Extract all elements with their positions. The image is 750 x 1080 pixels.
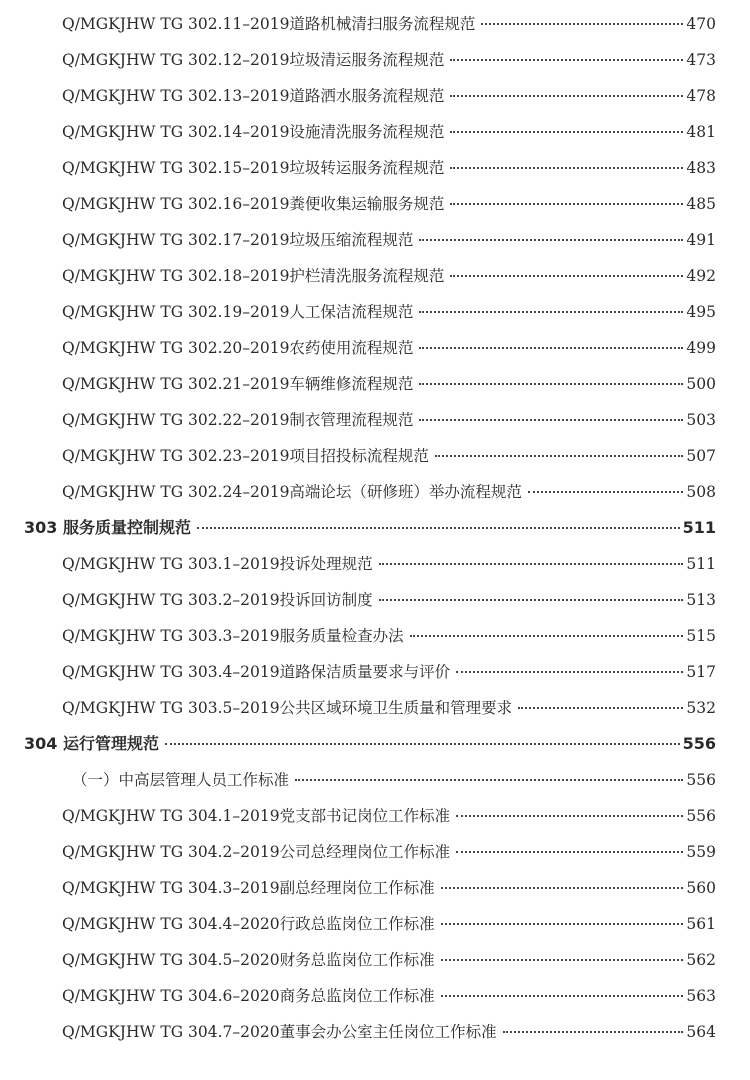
- toc-dot-leader: [503, 1031, 684, 1033]
- toc-entry-page: 515: [686, 627, 716, 645]
- toc-entry-page: 556: [686, 771, 716, 789]
- toc-dot-leader: [419, 239, 683, 241]
- toc-entry-title: Q/MGKJHW TG 302.17–2019垃圾压缩流程规范: [62, 231, 414, 249]
- toc-entry-page: 492: [686, 267, 716, 285]
- toc-entry-page: 513: [686, 591, 716, 609]
- toc-entry-page: 556: [682, 734, 716, 753]
- toc-entry: [0, 906, 750, 942]
- toc-dot-leader: [518, 707, 683, 709]
- toc-dot-leader: [410, 635, 684, 637]
- toc-entry-page: 473: [686, 51, 716, 69]
- toc-dot-leader: [450, 203, 683, 205]
- toc-entry-title: Q/MGKJHW TG 303.4–2019道路保洁质量要求与评价: [62, 663, 451, 681]
- toc-entry-title: Q/MGKJHW TG 303.1–2019投诉处理规范: [62, 555, 373, 573]
- toc-dot-leader: [456, 815, 683, 817]
- toc-dot-leader: [441, 887, 684, 889]
- toc-dot-leader: [450, 275, 683, 277]
- toc-entry: [0, 654, 750, 690]
- toc-entry: [0, 6, 750, 42]
- toc-entry: [0, 978, 750, 1014]
- toc-entry: [0, 330, 750, 366]
- toc-entry-page: 491: [686, 231, 716, 249]
- toc-entry: [0, 186, 750, 222]
- toc-entry-title: （一）中高层管理人员工作标准: [72, 771, 290, 789]
- toc-dot-leader: [419, 419, 683, 421]
- toc-entry-title: Q/MGKJHW TG 302.19–2019人工保洁流程规范: [62, 303, 414, 321]
- toc-dot-leader: [456, 671, 683, 673]
- toc-entry-page: 561: [686, 915, 716, 933]
- toc-dot-leader: [450, 59, 683, 61]
- toc-dot-leader: [441, 959, 684, 961]
- toc-entry-title: Q/MGKJHW TG 302.11–2019道路机械清扫服务流程规范: [62, 15, 476, 33]
- toc-entry-page: 564: [686, 1023, 716, 1041]
- toc-entry-page: 532: [686, 699, 716, 717]
- toc-dot-leader: [435, 455, 683, 457]
- toc-entry: [0, 798, 750, 834]
- toc-entry: [0, 690, 750, 726]
- toc-entry: [0, 546, 750, 582]
- toc-entry-title: Q/MGKJHW TG 304.6–2020商务总监岗位工作标准: [62, 987, 435, 1005]
- toc-entry-title: Q/MGKJHW TG 303.2–2019投诉回访制度: [62, 591, 373, 609]
- toc-entry-page: 560: [686, 879, 716, 897]
- toc-section-heading: [0, 726, 750, 762]
- toc-entry: [0, 618, 750, 654]
- toc-entry-title: Q/MGKJHW TG 302.18–2019护栏清洗服务流程规范: [62, 267, 445, 285]
- toc-entry: [0, 114, 750, 150]
- toc-entry-title: Q/MGKJHW TG 302.20–2019农药使用流程规范: [62, 339, 414, 357]
- toc-entry-page: 507: [686, 447, 716, 465]
- toc-entry-title: Q/MGKJHW TG 302.21–2019车辆维修流程规范: [62, 375, 414, 393]
- toc-dot-leader: [419, 311, 683, 313]
- toc-dot-leader: [528, 491, 683, 493]
- toc-entry: [0, 438, 750, 474]
- toc-dot-leader: [441, 995, 684, 997]
- toc-entry-page: 499: [686, 339, 716, 357]
- toc-dot-leader: [450, 131, 683, 133]
- toc-entry-title: 303 服务质量控制规范: [24, 518, 191, 537]
- toc-entry-page: 511: [686, 555, 716, 573]
- toc-entry-page: 562: [686, 951, 716, 969]
- toc-entry: [0, 402, 750, 438]
- toc-entry-page: 556: [686, 807, 716, 825]
- toc-entry-title: Q/MGKJHW TG 302.12–2019垃圾清运服务流程规范: [62, 51, 445, 69]
- toc-dot-leader: [441, 923, 684, 925]
- toc-entry-page: 559: [686, 843, 716, 861]
- toc-entry-page: 483: [686, 159, 716, 177]
- toc-entry: [0, 258, 750, 294]
- toc-entry-title: Q/MGKJHW TG 303.5–2019公共区域环境卫生质量和管理要求: [62, 699, 513, 717]
- toc-dot-leader: [379, 599, 684, 601]
- toc-dot-leader: [419, 347, 683, 349]
- toc-entry: [0, 1014, 750, 1050]
- toc-entry-title: Q/MGKJHW TG 304.3–2019副总经理岗位工作标准: [62, 879, 435, 897]
- toc-entry-title: Q/MGKJHW TG 304.4–2020行政总监岗位工作标准: [62, 915, 435, 933]
- toc-entry: [0, 942, 750, 978]
- toc-entry: [0, 294, 750, 330]
- toc-dot-leader: [419, 383, 683, 385]
- toc-entry-title: Q/MGKJHW TG 302.15–2019垃圾转运服务流程规范: [62, 159, 445, 177]
- toc-entry-title: Q/MGKJHW TG 302.24–2019高端论坛（研修班）举办流程规范: [62, 483, 522, 501]
- toc-dot-leader: [481, 23, 683, 25]
- toc-entry: [0, 42, 750, 78]
- toc-dot-leader: [165, 743, 680, 745]
- toc-entry: [0, 834, 750, 870]
- toc-section-heading: [0, 510, 750, 546]
- toc-entry-page: 485: [686, 195, 716, 213]
- toc-entry-page: 511: [682, 518, 716, 537]
- toc-entry-title: Q/MGKJHW TG 303.3–2019服务质量检查办法: [62, 627, 404, 645]
- toc-entry-page: 563: [686, 987, 716, 1005]
- toc-entry-page: 517: [686, 663, 716, 681]
- table-of-contents: [0, 6, 750, 1050]
- toc-entry-page: 470: [686, 15, 716, 33]
- toc-entry-page: 495: [686, 303, 716, 321]
- toc-subsection-heading: [0, 762, 750, 798]
- toc-entry-title: Q/MGKJHW TG 302.23–2019项目招投标流程规范: [62, 447, 429, 465]
- toc-entry-title: Q/MGKJHW TG 304.2–2019公司总经理岗位工作标准: [62, 843, 451, 861]
- toc-entry-title: 304 运行管理规范: [24, 734, 159, 753]
- toc-entry: [0, 474, 750, 510]
- toc-entry-title: Q/MGKJHW TG 302.14–2019设施清洗服务流程规范: [62, 123, 445, 141]
- toc-dot-leader: [295, 779, 683, 781]
- toc-entry: [0, 366, 750, 402]
- toc-dot-leader: [450, 167, 683, 169]
- toc-entry-page: 508: [686, 483, 716, 501]
- toc-entry-title: Q/MGKJHW TG 304.7–2020董事会办公室主任岗位工作标准: [62, 1023, 497, 1041]
- toc-entry-title: Q/MGKJHW TG 304.1–2019党支部书记岗位工作标准: [62, 807, 451, 825]
- toc-entry-title: Q/MGKJHW TG 304.5–2020财务总监岗位工作标准: [62, 951, 435, 969]
- toc-entry: [0, 150, 750, 186]
- toc-dot-leader: [456, 851, 683, 853]
- toc-entry-page: 503: [686, 411, 716, 429]
- toc-entry: [0, 222, 750, 258]
- toc-dot-leader: [379, 563, 684, 565]
- toc-dot-leader: [450, 95, 683, 97]
- toc-entry: [0, 870, 750, 906]
- toc-entry-page: 481: [686, 123, 716, 141]
- toc-entry-page: 478: [686, 87, 716, 105]
- toc-entry-page: 500: [686, 375, 716, 393]
- toc-entry-title: Q/MGKJHW TG 302.16–2019粪便收集运输服务规范: [62, 195, 445, 213]
- toc-entry-title: Q/MGKJHW TG 302.22–2019制衣管理流程规范: [62, 411, 414, 429]
- toc-entry-title: Q/MGKJHW TG 302.13–2019道路洒水服务流程规范: [62, 87, 445, 105]
- toc-dot-leader: [197, 527, 680, 529]
- toc-entry: [0, 582, 750, 618]
- toc-entry: [0, 78, 750, 114]
